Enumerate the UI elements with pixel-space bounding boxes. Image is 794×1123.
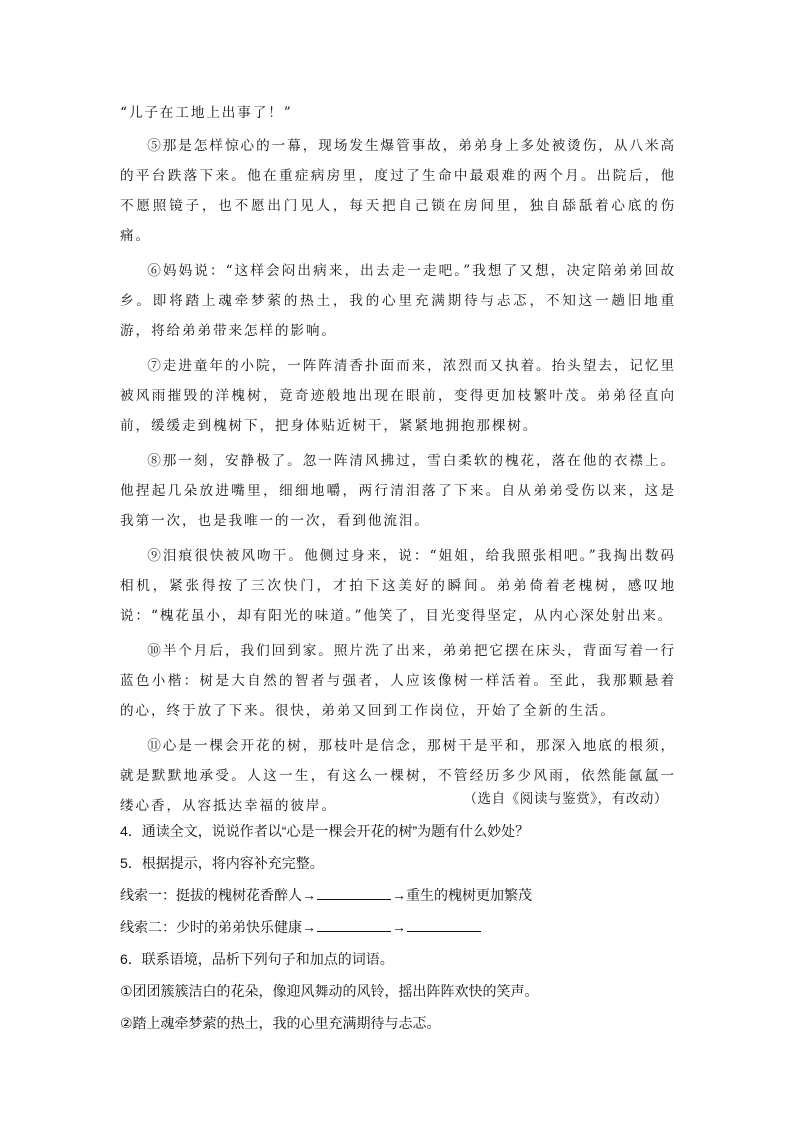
paragraph-5: ⑤那是怎样惊心的一幕，现场发生爆管事故，弟弟身上多处被烫伤，从八米高的平台跌落下来。他在重症病房里，度过了生命中最艰难的两个月。出院后，他不愿照镜子，也不愿出门见人，每天把自己锁在房间里，独自舔舐着心底的伤痛。	[120, 138, 676, 244]
answer-blank[interactable]	[317, 917, 391, 932]
question-4: 4．通读全文，说说作者以“心是一棵会开花的树”为题有什么妙处？	[120, 823, 530, 839]
paragraph-11: ⑪心是一棵会开花的树，那枝叶是信念，那树干是平和，那深入地底的根须，就是默默地承受。人这一生，有这么一棵树，不管经历多少风雨，依然能氤氲一缕心香，从容抵达幸福的彼岸。	[120, 738, 676, 814]
source-citation: （选自《阅读与鉴赏》，有改动）	[463, 791, 668, 806]
sentence-2: ②踏上魂牵梦萦的热土，我的心里充满期待与忐忑。	[120, 1015, 441, 1031]
clue-1	[120, 879, 700, 911]
question-6: 6．联系语境，品析下列句子和加点的词语。	[120, 951, 394, 967]
clue-2-arrow: →	[392, 919, 406, 935]
passage	[120, 98, 676, 826]
paragraph-8: ⑧那一刻，安静极了。忽一阵清风拂过，雪白柔软的槐花，落在他的衣襟上。他捏起几朵放进嘴里，细细地嚼，两行清泪落了下来。自从弟弟受伤以来，这是我第一次，也是我唯一的一次，看到他流泪。	[120, 453, 676, 529]
paragraph-7: ⑦走进童年的小院，一阵阵清香扑面而来，浓烈而又执着。抬头望去，记忆里被风雨摧毁的洋槐树，竟奇迹般地出现在眼前，变得更加枝繁叶茂。弟弟径直向前，缓缓走到槐树下，把身体贴近树干，紧紧地拥抱那棵树。	[120, 358, 676, 434]
paragraph-9: ⑨泪痕很快被风吻干。他侧过身来，说：“姐姐，给我照张相吧。”我掏出数码相机，紧张得按了三次快门，才拍下这美好的瞬间。弟弟倚着老槐树，感叹地说：“槐花虽小，却有阳光的味道。”他笑了，目光变得坚定，从内心深处射出来。	[120, 548, 676, 624]
clue-2-start: 线索二：少时的弟弟快乐健康→	[120, 919, 316, 935]
paragraph-6: ⑥妈妈说：“这样会闷出病来，出去走一走吧。”我想了又想，决定陪弟弟回故乡。即将踏上魂牵梦萦的热土，我的心里充满期待与忐忑，不知这一趟旧地重游，将给弟弟带来怎样的影响。	[120, 263, 676, 339]
clue-2	[120, 911, 700, 943]
questions-section	[120, 815, 700, 1039]
paragraph-10: ⑩半个月后，我们回到家。照片洗了出来，弟弟把它摆在床头，背面写着一行蓝色小楷：树是大自然的智者与强者，人应该像树一样活着。至此，我那颗悬着的心，终于放了下来。很快，弟弟又回到工作岗位，开始了全新的生活。	[120, 643, 676, 719]
answer-blank[interactable]	[407, 917, 481, 932]
paragraph-intro-quote: “儿子在工地上出事了！”	[120, 105, 293, 121]
answer-blank[interactable]	[317, 885, 391, 900]
clue-1-start: 线索一：挺拔的槐树花香醉人→	[120, 887, 316, 903]
sentence-1: ①团团簇簇洁白的花朵，像迎风舞动的风铃，摇出阵阵欢快的笑声。	[120, 983, 539, 999]
clue-1-end: →重生的槐树更加繁茂	[392, 887, 532, 903]
question-5: 5．根据提示，将内容补充完整。	[120, 855, 324, 871]
